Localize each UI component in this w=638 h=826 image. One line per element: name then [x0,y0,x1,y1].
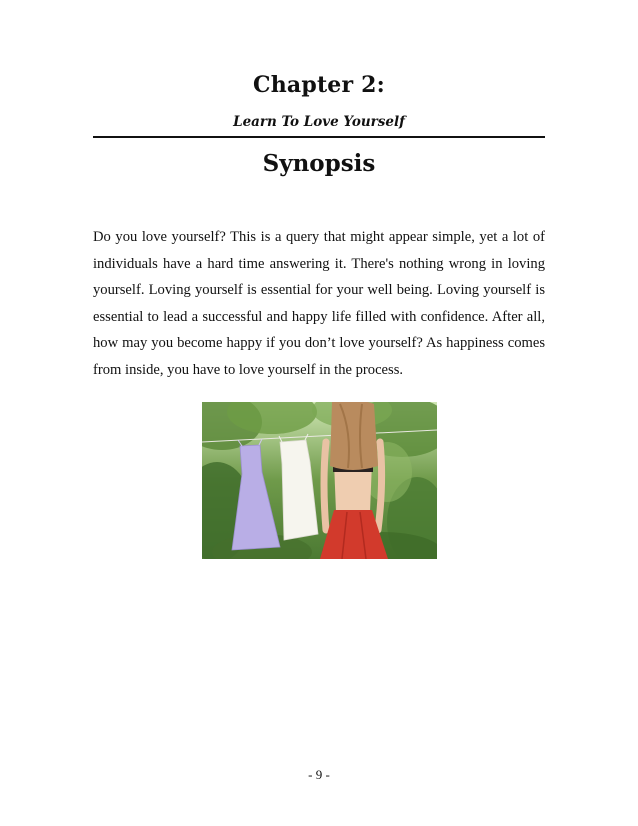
chapter-subtitle: Learn To Love Yourself [233,114,405,130]
page-number: - 9 - [308,767,330,782]
chapter-title: Chapter 2: [253,72,385,98]
title-divider [93,136,545,138]
section-heading: Synopsis [262,150,376,177]
clothesline-photo [202,402,437,559]
clothesline-illustration [202,402,437,559]
synopsis-paragraph: Do you love yourself? This is a query that might appear simple, yet a lot of individuals have a hard time answering it. There's nothing wrong in loving yourself. Loving yourself is essential for your well being. Loving yourself is essential to lead a successful and happy life filled with confidence. After all, how may you become happy if you don’t love yourself? As happiness comes from inside, you have to love yourself in the process. [93,229,545,378]
